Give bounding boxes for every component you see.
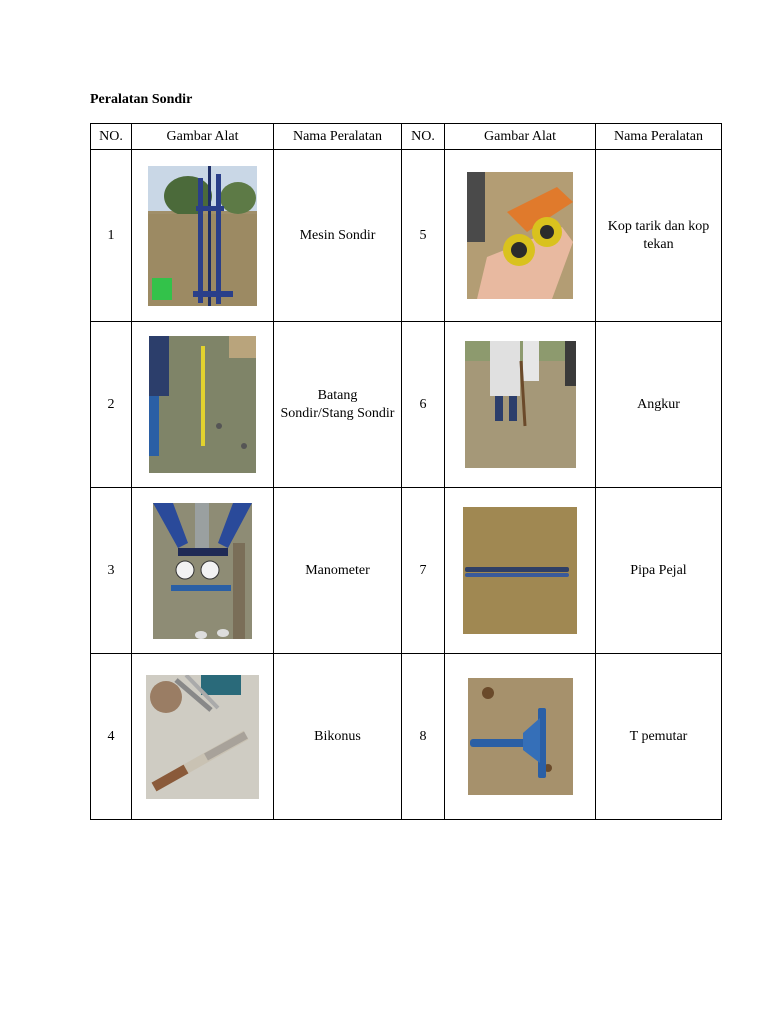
table-row — [91, 150, 722, 322]
item-number: 5 — [402, 150, 445, 322]
photo-manometer — [153, 503, 252, 639]
photo-solid-pipe — [463, 507, 577, 634]
item-name: Angkur — [596, 322, 722, 488]
item-number: 6 — [402, 322, 445, 488]
item-name: Manometer — [274, 488, 402, 654]
item-name: Mesin Sondir — [274, 150, 402, 322]
table-header-row — [91, 124, 722, 150]
item-number: 8 — [402, 654, 445, 820]
table-row — [91, 322, 722, 488]
header-picture-2: Gambar Alat — [445, 124, 596, 150]
item-number: 1 — [91, 150, 132, 322]
item-number: 7 — [402, 488, 445, 654]
header-picture: Gambar Alat — [132, 124, 274, 150]
item-number: 2 — [91, 322, 132, 488]
photo-anchor — [465, 341, 576, 468]
item-name: Batang Sondir/Stang Sondir — [274, 322, 402, 488]
photo-sondir-machine — [148, 166, 257, 306]
item-photo-cell — [445, 322, 596, 488]
item-name: T pemutar — [596, 654, 722, 820]
item-name: Pipa Pejal — [596, 488, 722, 654]
item-photo-cell — [132, 150, 274, 322]
equipment-table — [90, 123, 722, 820]
photo-bikonus — [146, 675, 259, 799]
item-number: 4 — [91, 654, 132, 820]
header-name: Nama Peralatan — [274, 124, 402, 150]
photo-sondir-rod — [149, 336, 256, 473]
item-name: Bikonus — [274, 654, 402, 820]
item-photo-cell — [132, 654, 274, 820]
item-photo-cell — [132, 322, 274, 488]
item-photo-cell — [445, 654, 596, 820]
item-photo-cell — [132, 488, 274, 654]
page-title: Peralatan Sondir — [90, 92, 193, 107]
photo-pull-push-caps — [467, 172, 573, 299]
item-name: Kop tarik dan kop tekan — [596, 150, 722, 322]
table-row — [91, 488, 722, 654]
item-photo-cell — [445, 150, 596, 322]
header-no: NO. — [91, 124, 132, 150]
table-row — [91, 654, 722, 820]
item-number: 3 — [91, 488, 132, 654]
header-name-2: Nama Peralatan — [596, 124, 722, 150]
item-photo-cell — [445, 488, 596, 654]
header-no-2: NO. — [402, 124, 445, 150]
photo-t-handle — [468, 678, 573, 795]
